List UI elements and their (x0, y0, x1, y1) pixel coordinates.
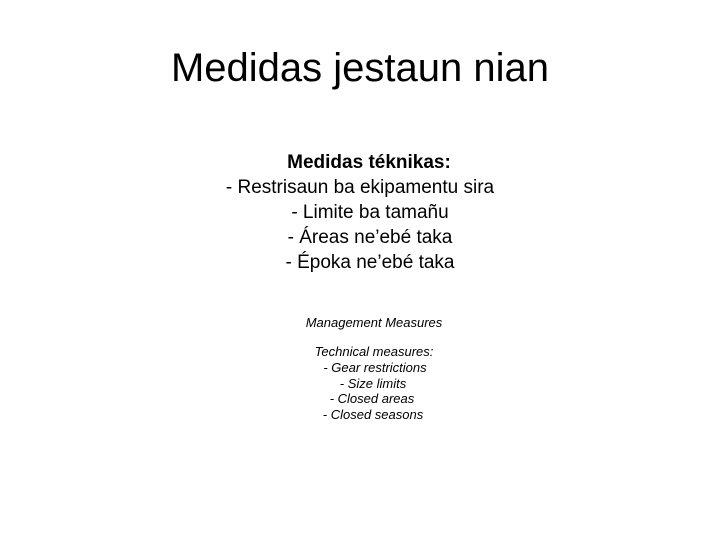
english-list-item: - Size limits (339, 375, 407, 391)
english-technical-heading: Technical measures: (314, 344, 434, 359)
tetum-technical-measures (0, 150, 720, 275)
tetum-list-item: - Époka ne’ebé taka (285, 252, 455, 273)
management-measures-label: Management Measures (305, 315, 443, 330)
tetum-list-item: - Limite ba tamañu (291, 202, 449, 223)
tetum-list-item: - Áreas ne’ebé taka (287, 227, 453, 248)
tetum-heading: Medidas téknikas: (287, 152, 451, 173)
tetum-list-item: - Restrisaun ba ekipamentu sira (225, 177, 495, 198)
english-translation (0, 314, 720, 422)
english-list-item: - Gear restrictions (323, 360, 427, 375)
english-list-item: - Closed areas (329, 391, 415, 406)
slide-title: Medidas jestaun nian (170, 46, 550, 90)
english-list-item: - Closed seasons (322, 406, 424, 422)
